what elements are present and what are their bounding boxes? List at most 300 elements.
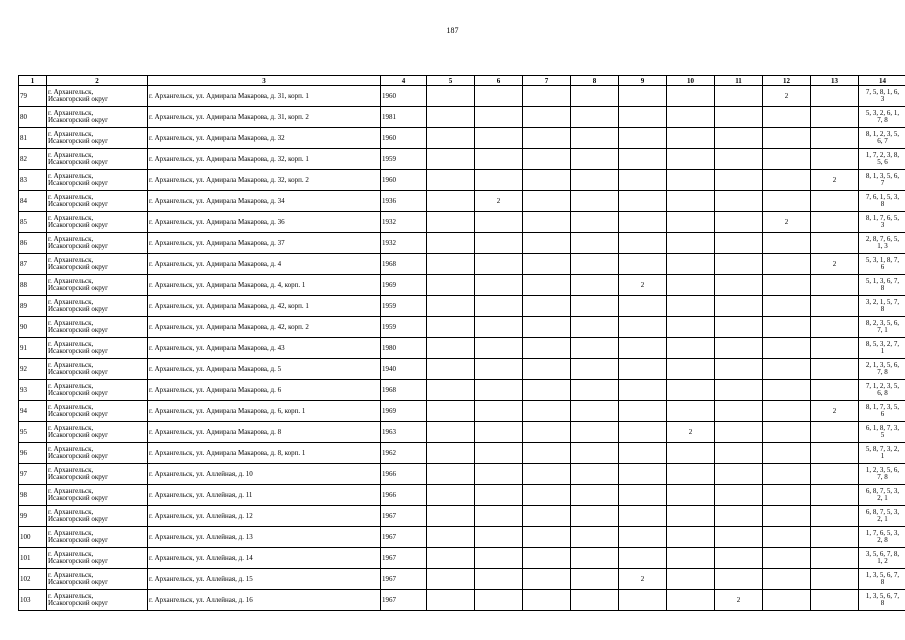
location-cell xyxy=(47,401,148,422)
address-cell: г. Архангельск, ул. Адмирала Макарова, д. 42, корп. 1 xyxy=(148,296,381,317)
table-row xyxy=(19,506,905,527)
value-cell xyxy=(523,548,571,569)
order-line: 1 xyxy=(880,452,885,460)
location-line: г. Архангельск, xyxy=(48,340,94,348)
value-cell xyxy=(619,443,667,464)
value-cell xyxy=(475,128,523,149)
order-cell xyxy=(859,254,905,275)
order-cell xyxy=(859,527,905,548)
value-cell xyxy=(667,485,715,506)
address-cell: г. Архангельск, ул. Адмирала Макарова, д. 6, корп. 1 xyxy=(148,401,381,422)
location-line: Исакогорский округ xyxy=(48,95,109,103)
value-cell xyxy=(571,86,619,107)
address-cell: г. Архангельск, ул. Адмирала Макарова, д. 34 xyxy=(148,191,381,212)
value-cell xyxy=(427,422,475,443)
order-cell xyxy=(859,338,905,359)
table-row xyxy=(19,443,905,464)
value-cell xyxy=(427,569,475,590)
value-cell xyxy=(667,590,715,611)
value-cell xyxy=(427,86,475,107)
value-cell xyxy=(667,149,715,170)
value-cell xyxy=(811,380,859,401)
order-line: 8, 1, 7, 3, 5, xyxy=(865,403,900,411)
order-line: 2, 1, 3, 5, 6, xyxy=(865,361,900,369)
location-line: г. Архангельск, xyxy=(48,550,94,558)
order-cell xyxy=(859,191,905,212)
value-cell xyxy=(571,485,619,506)
column-header: 10 xyxy=(667,76,715,86)
order-line: 5 xyxy=(880,431,885,439)
location-line: г. Архангельск, xyxy=(48,445,94,453)
address-cell: г. Архангельск, ул. Адмирала Макарова, д. 37 xyxy=(148,233,381,254)
value-cell xyxy=(811,275,859,296)
order-line: 7, 8 xyxy=(877,116,888,124)
order-line: 1, 7, 2, 3, 8, xyxy=(865,151,900,159)
value-cell xyxy=(715,86,763,107)
order-line: 7, 5, 8, 1, 6, xyxy=(865,88,900,96)
location-line: Исакогорский округ xyxy=(48,536,109,544)
value-cell: 2 xyxy=(763,86,811,107)
location-line: г. Архангельск, xyxy=(48,130,94,138)
value-cell xyxy=(619,359,667,380)
location-line: Исакогорский округ xyxy=(48,263,109,271)
value-cell xyxy=(667,548,715,569)
location-line: Исакогорский округ xyxy=(48,389,109,397)
value-cell xyxy=(427,191,475,212)
value-cell xyxy=(427,548,475,569)
value-cell xyxy=(523,527,571,548)
value-cell xyxy=(427,128,475,149)
table-row xyxy=(19,275,905,296)
address-cell: г. Архангельск, ул. Адмирала Макарова, д. 32, корп. 2 xyxy=(148,170,381,191)
location-line: Исакогорский округ xyxy=(48,326,109,334)
location-line: Исакогорский округ xyxy=(48,515,109,523)
value-cell xyxy=(667,191,715,212)
value-cell xyxy=(475,233,523,254)
order-cell xyxy=(859,548,905,569)
value-cell xyxy=(475,149,523,170)
year-cell: 1959 xyxy=(381,149,427,170)
order-cell xyxy=(859,380,905,401)
order-cell xyxy=(859,212,905,233)
table-row xyxy=(19,317,905,338)
address-cell: г. Архангельск, ул. Аллейная, д. 16 xyxy=(148,590,381,611)
value-cell xyxy=(571,548,619,569)
value-cell xyxy=(811,569,859,590)
value-cell xyxy=(427,380,475,401)
value-cell xyxy=(523,485,571,506)
order-line: 1 xyxy=(880,347,885,355)
order-line: 2, 8 xyxy=(877,536,888,544)
order-cell xyxy=(859,296,905,317)
value-cell xyxy=(715,380,763,401)
value-cell xyxy=(811,191,859,212)
location-line: г. Архангельск, xyxy=(48,487,94,495)
order-cell xyxy=(859,128,905,149)
value-cell xyxy=(427,443,475,464)
value-cell xyxy=(619,464,667,485)
order-cell xyxy=(859,422,905,443)
value-cell xyxy=(619,191,667,212)
location-line: Исакогорский округ xyxy=(48,200,109,208)
value-cell xyxy=(523,590,571,611)
value-cell xyxy=(763,443,811,464)
value-cell xyxy=(475,254,523,275)
location-cell xyxy=(47,191,148,212)
value-cell xyxy=(571,254,619,275)
location-cell xyxy=(47,443,148,464)
year-cell: 1966 xyxy=(381,464,427,485)
row-number: 94 xyxy=(19,401,47,422)
address-cell: г. Архангельск, ул. Адмирала Макарова, д. 4 xyxy=(148,254,381,275)
value-cell xyxy=(763,338,811,359)
value-cell xyxy=(715,254,763,275)
value-cell xyxy=(715,359,763,380)
location-cell xyxy=(47,527,148,548)
value-cell xyxy=(619,380,667,401)
address-cell: г. Архангельск, ул. Адмирала Макарова, д. 6 xyxy=(148,380,381,401)
location-line: г. Архангельск, xyxy=(48,508,94,516)
location-cell xyxy=(47,548,148,569)
year-cell: 1960 xyxy=(381,86,427,107)
value-cell xyxy=(715,275,763,296)
value-cell xyxy=(763,569,811,590)
value-cell xyxy=(715,107,763,128)
location-line: Исакогорский округ xyxy=(48,116,109,124)
value-cell xyxy=(667,569,715,590)
value-cell xyxy=(571,233,619,254)
location-cell xyxy=(47,485,148,506)
value-cell xyxy=(571,590,619,611)
value-cell: 2 xyxy=(715,590,763,611)
order-line: 7 xyxy=(880,179,885,187)
value-cell xyxy=(475,443,523,464)
value-cell xyxy=(619,170,667,191)
year-cell: 1967 xyxy=(381,506,427,527)
value-cell: 2 xyxy=(619,569,667,590)
address-cell: г. Архангельск, ул. Адмирала Макарова, д. 5 xyxy=(148,359,381,380)
row-number: 100 xyxy=(19,527,47,548)
value-cell xyxy=(523,338,571,359)
location-line: г. Архангельск, xyxy=(48,571,94,579)
order-line: 7, 8 xyxy=(877,368,888,376)
row-number: 88 xyxy=(19,275,47,296)
value-cell xyxy=(523,128,571,149)
value-cell xyxy=(763,401,811,422)
order-cell xyxy=(859,569,905,590)
value-cell: 2 xyxy=(667,422,715,443)
year-cell: 1960 xyxy=(381,170,427,191)
row-number: 95 xyxy=(19,422,47,443)
location-line: г. Архангельск, xyxy=(48,277,94,285)
value-cell xyxy=(475,590,523,611)
order-cell xyxy=(859,86,905,107)
value-cell xyxy=(811,86,859,107)
value-cell xyxy=(667,254,715,275)
column-header: 6 xyxy=(475,76,523,86)
value-cell xyxy=(475,296,523,317)
table-row xyxy=(19,107,905,128)
order-line: 1, 7, 6, 5, 3, xyxy=(865,529,900,537)
value-cell xyxy=(475,275,523,296)
order-cell xyxy=(859,401,905,422)
year-cell: 1959 xyxy=(381,317,427,338)
order-line: 2, 1 xyxy=(877,494,888,502)
value-cell xyxy=(763,296,811,317)
table-row xyxy=(19,422,905,443)
address-cell: г. Архангельск, ул. Аллейная, д. 13 xyxy=(148,527,381,548)
value-cell xyxy=(763,317,811,338)
value-cell xyxy=(667,128,715,149)
table-row xyxy=(19,464,905,485)
value-cell xyxy=(715,317,763,338)
address-cell: г. Архангельск, ул. Адмирала Макарова, д. 31, корп. 1 xyxy=(148,86,381,107)
location-line: Исакогорский округ xyxy=(48,368,109,376)
value-cell xyxy=(523,233,571,254)
order-line: 8 xyxy=(880,578,885,586)
table-row xyxy=(19,86,905,107)
value-cell xyxy=(475,464,523,485)
table-row xyxy=(19,338,905,359)
location-cell xyxy=(47,338,148,359)
value-cell xyxy=(571,506,619,527)
value-cell xyxy=(811,107,859,128)
value-cell xyxy=(811,464,859,485)
address-cell: г. Архангельск, ул. Аллейная, д. 11 xyxy=(148,485,381,506)
location-line: Исакогорский округ xyxy=(48,179,109,187)
row-number: 87 xyxy=(19,254,47,275)
value-cell xyxy=(619,548,667,569)
value-cell xyxy=(475,170,523,191)
address-cell: г. Архангельск, ул. Адмирала Макарова, д. 8, корп. 1 xyxy=(148,443,381,464)
order-line: 3, 2, 1, 5, 7, xyxy=(865,298,900,306)
value-cell xyxy=(619,506,667,527)
value-cell xyxy=(475,212,523,233)
value-cell xyxy=(571,107,619,128)
value-cell xyxy=(523,317,571,338)
value-cell xyxy=(475,338,523,359)
value-cell xyxy=(427,275,475,296)
value-cell xyxy=(619,590,667,611)
table-body xyxy=(19,86,905,611)
order-line: 8, 1, 3, 5, 6, xyxy=(865,172,900,180)
column-header: 14 xyxy=(859,76,905,86)
address-cell: г. Архангельск, ул. Аллейная, д. 12 xyxy=(148,506,381,527)
value-cell xyxy=(715,212,763,233)
row-number: 97 xyxy=(19,464,47,485)
value-cell xyxy=(763,191,811,212)
location-line: г. Архангельск, xyxy=(48,382,94,390)
row-number: 96 xyxy=(19,443,47,464)
location-line: Исакогорский округ xyxy=(48,452,109,460)
table-row xyxy=(19,569,905,590)
value-cell xyxy=(715,485,763,506)
order-line: 5, 3, 2, 6, 1, xyxy=(865,109,900,117)
location-line: г. Архангельск, xyxy=(48,151,94,159)
value-cell xyxy=(427,296,475,317)
value-cell xyxy=(475,401,523,422)
value-cell xyxy=(523,422,571,443)
year-cell: 1962 xyxy=(381,443,427,464)
location-cell xyxy=(47,359,148,380)
column-header: 5 xyxy=(427,76,475,86)
order-cell xyxy=(859,275,905,296)
value-cell xyxy=(715,191,763,212)
order-line: 8, 5, 3, 2, 7, xyxy=(865,340,900,348)
value-cell xyxy=(427,527,475,548)
location-line: г. Архангельск, xyxy=(48,319,94,327)
value-cell xyxy=(763,380,811,401)
value-cell xyxy=(571,170,619,191)
row-number: 98 xyxy=(19,485,47,506)
location-line: Исакогорский округ xyxy=(48,557,109,565)
row-number: 93 xyxy=(19,380,47,401)
value-cell xyxy=(811,506,859,527)
value-cell xyxy=(715,128,763,149)
order-line: 8 xyxy=(880,599,885,607)
value-cell xyxy=(811,212,859,233)
year-cell: 1963 xyxy=(381,422,427,443)
location-cell xyxy=(47,233,148,254)
table-row xyxy=(19,380,905,401)
address-cell: г. Архангельск, ул. Аллейная, д. 14 xyxy=(148,548,381,569)
value-cell xyxy=(763,149,811,170)
order-cell xyxy=(859,506,905,527)
value-cell xyxy=(715,296,763,317)
row-number: 99 xyxy=(19,506,47,527)
location-line: Исакогорский округ xyxy=(48,242,109,250)
value-cell xyxy=(571,527,619,548)
value-cell xyxy=(667,233,715,254)
value-cell xyxy=(427,359,475,380)
column-header: 12 xyxy=(763,76,811,86)
order-line: 6, 1, 8, 7, 3, xyxy=(865,424,900,432)
value-cell xyxy=(667,359,715,380)
order-cell xyxy=(859,317,905,338)
value-cell xyxy=(475,359,523,380)
value-cell xyxy=(571,128,619,149)
value-cell xyxy=(763,128,811,149)
value-cell xyxy=(763,422,811,443)
value-cell xyxy=(571,359,619,380)
location-cell xyxy=(47,296,148,317)
year-cell: 1980 xyxy=(381,338,427,359)
location-line: Исакогорский округ xyxy=(48,578,109,586)
order-line: 6, 8, 7, 5, 3, xyxy=(865,487,900,495)
column-header: 8 xyxy=(571,76,619,86)
value-cell xyxy=(571,317,619,338)
order-cell xyxy=(859,107,905,128)
value-cell xyxy=(619,296,667,317)
location-line: г. Архангельск, xyxy=(48,466,94,474)
value-cell xyxy=(523,170,571,191)
order-cell xyxy=(859,485,905,506)
value-cell xyxy=(571,149,619,170)
value-cell xyxy=(667,170,715,191)
address-cell: г. Архангельск, ул. Адмирала Макарова, д. 8 xyxy=(148,422,381,443)
row-number: 102 xyxy=(19,569,47,590)
page-number: 187 xyxy=(446,26,459,35)
value-cell xyxy=(763,464,811,485)
value-cell xyxy=(523,191,571,212)
value-cell xyxy=(571,422,619,443)
value-cell xyxy=(619,254,667,275)
order-line: 1, 3 xyxy=(877,242,888,250)
value-cell: 2 xyxy=(811,170,859,191)
row-number: 92 xyxy=(19,359,47,380)
value-cell xyxy=(523,380,571,401)
location-cell xyxy=(47,128,148,149)
column-header: 7 xyxy=(523,76,571,86)
year-cell: 1981 xyxy=(381,107,427,128)
value-cell xyxy=(475,86,523,107)
row-number: 85 xyxy=(19,212,47,233)
value-cell xyxy=(811,338,859,359)
value-cell xyxy=(763,275,811,296)
value-cell xyxy=(427,170,475,191)
order-line: 2, 1 xyxy=(877,515,888,523)
value-cell xyxy=(571,275,619,296)
value-cell xyxy=(571,569,619,590)
value-cell xyxy=(715,422,763,443)
value-cell xyxy=(523,506,571,527)
value-cell xyxy=(763,548,811,569)
order-line: 3 xyxy=(880,221,885,229)
value-cell: 2 xyxy=(811,254,859,275)
table-row xyxy=(19,485,905,506)
year-cell: 1940 xyxy=(381,359,427,380)
location-cell xyxy=(47,107,148,128)
value-cell xyxy=(523,569,571,590)
year-cell: 1967 xyxy=(381,590,427,611)
value-cell xyxy=(571,338,619,359)
value-cell xyxy=(523,254,571,275)
location-line: Исакогорский округ xyxy=(48,305,109,313)
order-cell xyxy=(859,233,905,254)
value-cell xyxy=(667,86,715,107)
order-line: 5, 3, 1, 8, 7, xyxy=(865,256,900,264)
location-line: г. Архангельск, xyxy=(48,109,94,117)
order-line: 7, 8 xyxy=(877,473,888,481)
order-line: 3, 5, 6, 7, 8, xyxy=(865,550,900,558)
value-cell xyxy=(811,485,859,506)
value-cell xyxy=(715,170,763,191)
table-row xyxy=(19,401,905,422)
table-row xyxy=(19,149,905,170)
year-cell: 1932 xyxy=(381,212,427,233)
location-cell xyxy=(47,590,148,611)
value-cell xyxy=(427,485,475,506)
order-line: 2, 8, 7, 6, 5, xyxy=(865,235,900,243)
order-line: 8 xyxy=(880,284,885,292)
address-cell: г. Архангельск, ул. Адмирала Макарова, д. 32, корп. 1 xyxy=(148,149,381,170)
value-cell xyxy=(763,233,811,254)
column-header: 13 xyxy=(811,76,859,86)
value-cell xyxy=(667,443,715,464)
table-row xyxy=(19,590,905,611)
year-cell: 1959 xyxy=(381,296,427,317)
value-cell xyxy=(571,191,619,212)
order-line: 3 xyxy=(880,95,885,103)
value-cell xyxy=(523,401,571,422)
location-cell xyxy=(47,149,148,170)
row-number: 83 xyxy=(19,170,47,191)
row-number: 89 xyxy=(19,296,47,317)
location-line: Исакогорский округ xyxy=(48,347,109,355)
value-cell: 2 xyxy=(811,401,859,422)
order-line: 8, 1, 2, 3, 5, xyxy=(865,130,900,138)
year-cell: 1960 xyxy=(381,128,427,149)
